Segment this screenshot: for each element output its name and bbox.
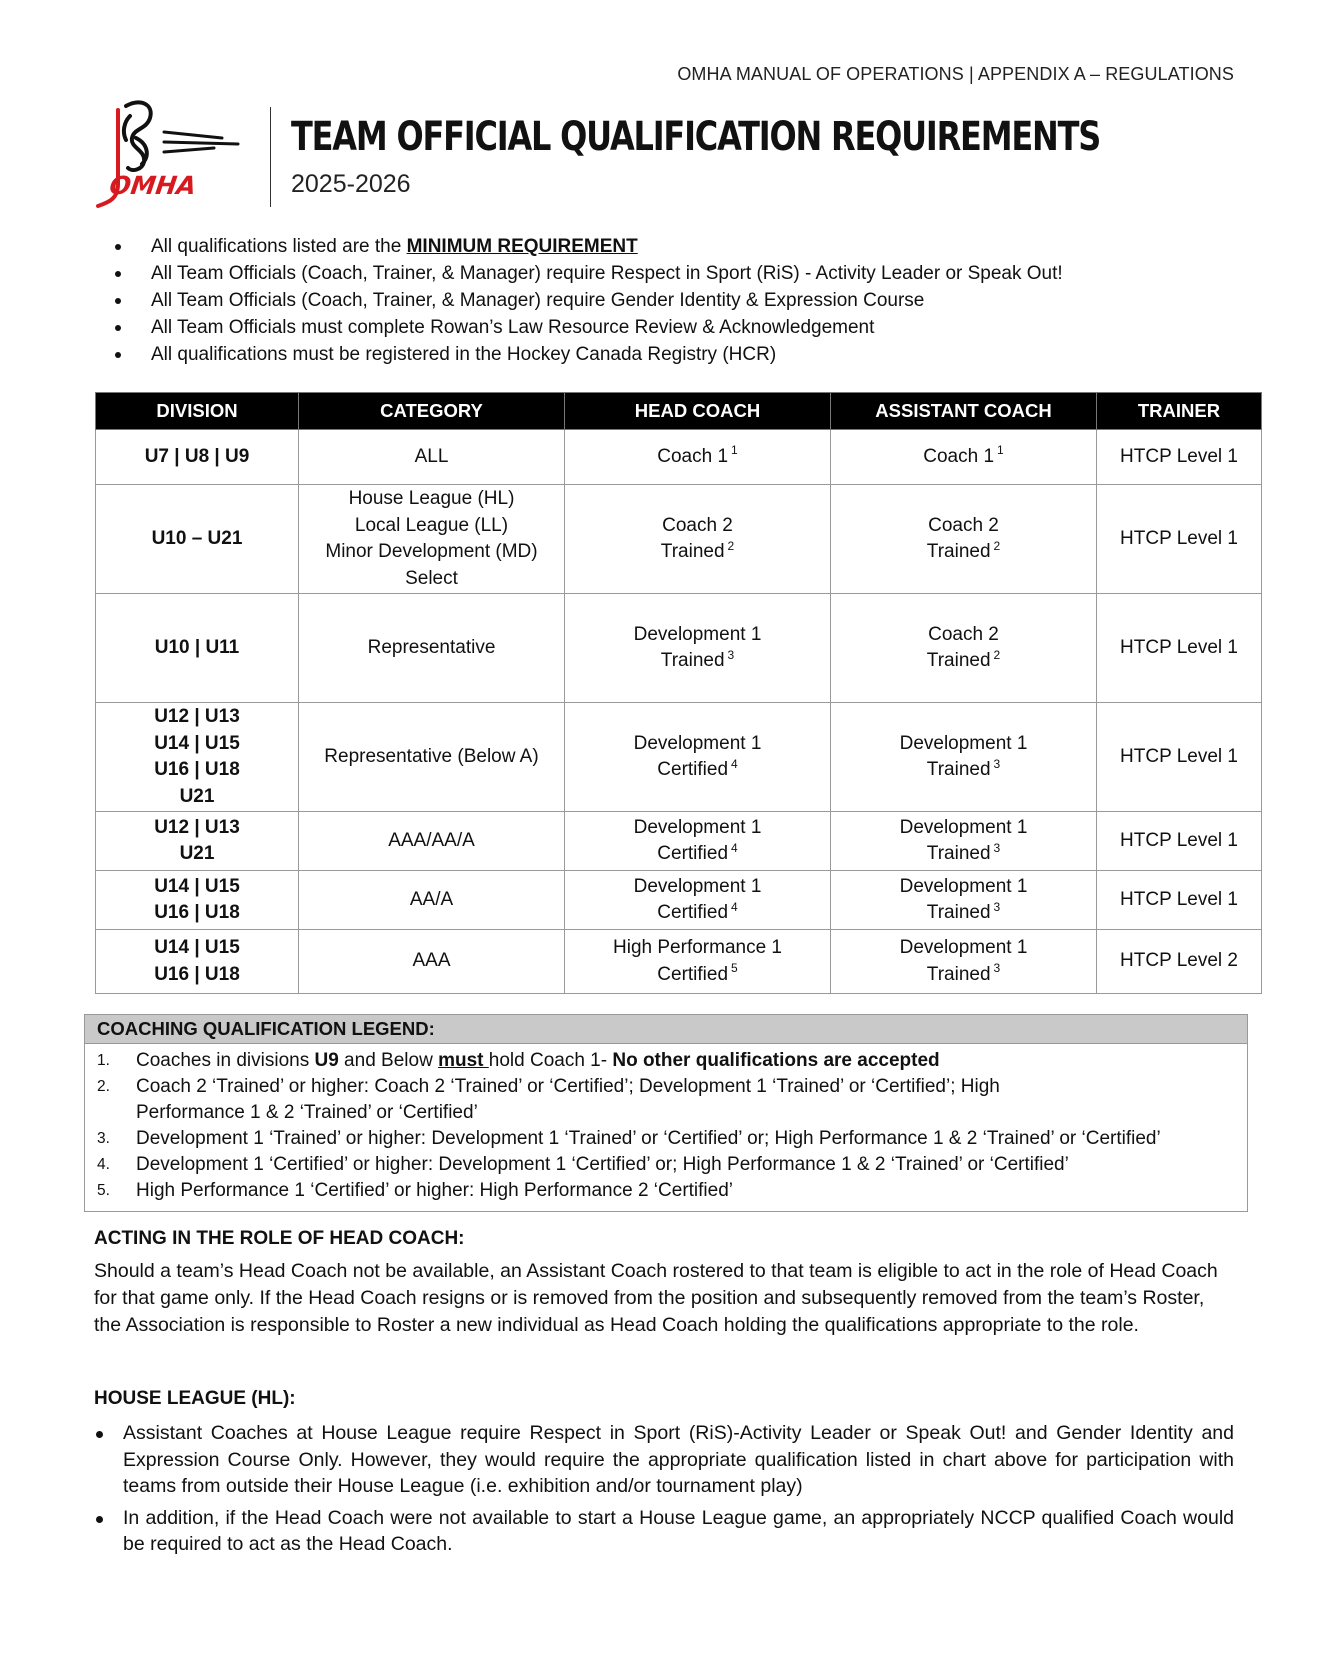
cell-line: HTCP Level 2 [1120, 950, 1238, 972]
coaching-legend [84, 1014, 1248, 1212]
season-label: 2025-2026 [291, 170, 411, 198]
bullet-icon [115, 271, 121, 277]
division-cell [96, 930, 299, 994]
column-header-assistant-coach: ASSISTANT COACH [831, 393, 1097, 430]
division-cell [96, 812, 299, 871]
bullet-icon [115, 244, 121, 250]
cell-line: U14 | U15 [154, 937, 240, 958]
column-header-category: CATEGORY [299, 393, 565, 430]
table-row [96, 930, 1262, 994]
cell-line: AAA/AA/A [388, 829, 475, 851]
assistant-coach-cell [831, 485, 1097, 594]
head-coach-cell [565, 871, 831, 930]
logo-speed-lines [164, 132, 238, 152]
cell-line: Trained [926, 843, 991, 864]
cell-line: Development 1 [633, 816, 762, 838]
requirement-item: All Team Officials must complete Rowan’s Law Resource Review & Acknowledgement [115, 314, 1215, 341]
cell-line: AAA [412, 950, 451, 972]
head-coach-cell [565, 703, 831, 812]
footnote-ref: 2 [993, 647, 1001, 662]
trainer-cell [1097, 594, 1262, 703]
logo-text: OMHA [107, 171, 199, 200]
footnote-ref: 3 [993, 840, 1001, 855]
category-cell [299, 594, 565, 703]
legend-item: 2. Coach 2 ‘Trained’ or higher: Coach 2 ‘Trained’ or ‘Certified’; Development 1 ‘Trained’ or ‘Certified’; High Performance 1 & 2 ‘Trained’ or ‘Certified’ [97, 1076, 1000, 1123]
footnote-ref: 4 [731, 756, 738, 771]
cell-line: U10 | U11 [154, 636, 240, 658]
category-cell [299, 430, 565, 485]
legend-heading: COACHING QUALIFICATION LEGEND: [85, 1015, 1247, 1044]
assistant-coach-cell [831, 930, 1097, 994]
table-row [96, 430, 1262, 485]
bullet-icon [115, 298, 121, 304]
category-cell [299, 871, 565, 930]
category-cell [299, 930, 565, 994]
cell-line: HTCP Level 1 [1120, 445, 1238, 467]
footnote-ref: 3 [727, 647, 735, 662]
cell-line: Minor Development (MD) [325, 541, 538, 562]
cell-line: U12 | U13 [154, 816, 240, 838]
cell-line: Trained [926, 650, 991, 671]
head-coach-cell [565, 485, 831, 594]
footnote-ref: 1 [731, 443, 738, 458]
cell-line: Trained [926, 902, 991, 923]
cell-line: Coach 2 [928, 623, 999, 645]
cell-line: High Performance 1 [613, 937, 782, 958]
category-cell [299, 812, 565, 871]
acting-paragraph: Should a team’s Head Coach not be available, an Assistant Coach rostered to that team is eligible to act in the role of Head Coach for that game only. If the Head Coach resigns or is removed from the position and subsequently removed from the team’s Roster, the Association is responsible to Roster a new individual as Head Coach holding the qualifications appropriate to the role. [94, 1260, 1218, 1336]
cell-line: House League (HL) [348, 488, 515, 509]
cell-line: Coach 2 [662, 514, 733, 536]
table-body [96, 430, 1262, 994]
cell-line: U12 | U13 [154, 706, 240, 727]
cell-line: U14 | U15 [154, 875, 240, 897]
trainer-cell [1097, 871, 1262, 930]
house-league-item: In addition, if the Head Coach were not available to start a House League game, an appropriately NCCP qualified Coach would be required to act as the Head Coach. [94, 1505, 1234, 1558]
cell-line: U16 | U18 [154, 759, 240, 780]
assistant-coach-cell [831, 594, 1097, 703]
cell-line: Trained [926, 541, 991, 562]
division-cell [96, 703, 299, 812]
cell-line: U16 | U18 [154, 963, 240, 985]
trainer-cell [1097, 485, 1262, 594]
cell-line: Certified [657, 963, 729, 985]
cell-line: Development 1 [633, 623, 762, 645]
cell-line: U7 | U8 | U9 [144, 445, 250, 467]
requirement-item: All Team Officials (Coach, Trainer, & Manager) require Respect in Sport (RiS) - Activity Leader or Speak Out! [115, 260, 1215, 287]
cell-line: Development 1 [633, 732, 762, 754]
cell-line: HTCP Level 1 [1120, 636, 1238, 658]
assistant-coach-cell [831, 703, 1097, 812]
cell-line: Local League (LL) [354, 514, 509, 536]
footnote-ref: 3 [993, 961, 1001, 976]
cell-line: HTCP Level 1 [1120, 527, 1238, 549]
bullet-icon [115, 352, 121, 358]
legend-list [85, 1048, 1247, 1204]
trainer-cell [1097, 812, 1262, 871]
trainer-cell [1097, 430, 1262, 485]
cell-line: Coach 1 [923, 445, 995, 467]
head-coach-cell [565, 430, 831, 485]
cell-line: Trained [660, 541, 725, 562]
cell-line: Trained [926, 759, 991, 780]
footnote-ref: 5 [731, 961, 738, 976]
bullet-icon [115, 325, 121, 331]
cell-line: Coach 1 [657, 445, 729, 467]
cell-line: Representative (Below A) [324, 745, 539, 767]
cell-line: Certified [657, 759, 729, 780]
table-row [96, 871, 1262, 930]
cell-line: U21 [179, 843, 215, 864]
table-row [96, 812, 1262, 871]
division-cell [96, 485, 299, 594]
qualification-table [95, 392, 1262, 994]
cell-line: Coach 2 [928, 514, 999, 536]
cell-line: Representative [367, 636, 496, 658]
cell-line: ALL [414, 445, 449, 467]
head-coach-cell [565, 930, 831, 994]
cell-line: U21 [179, 785, 215, 807]
cell-line: HTCP Level 1 [1120, 745, 1238, 767]
division-cell [96, 871, 299, 930]
head-coach-cell [565, 594, 831, 703]
cell-line: Trained [926, 963, 991, 985]
assistant-coach-cell [831, 430, 1097, 485]
cell-line: Select [405, 567, 458, 589]
trainer-cell [1097, 930, 1262, 994]
cell-line: U14 | U15 [154, 732, 240, 754]
table-row [96, 594, 1262, 703]
category-cell [299, 485, 565, 594]
cell-line: AA/A [409, 888, 454, 910]
cell-line: Development 1 [899, 816, 1028, 838]
house-league-list [94, 1420, 1234, 1563]
cell-line: Development 1 [633, 875, 762, 897]
table-row [96, 703, 1262, 812]
requirement-item: All Team Officials (Coach, Trainer, & Manager) require Gender Identity & Expression Course [115, 287, 1215, 314]
running-head: OMHA MANUAL OF OPERATIONS | APPENDIX A – REGULATIONS [677, 64, 1234, 84]
bullet-icon [96, 1431, 103, 1438]
footnote-ref: 4 [731, 899, 738, 914]
column-header-trainer: TRAINER [1097, 393, 1262, 430]
cell-line: Certified [657, 843, 729, 864]
table-row [96, 485, 1262, 594]
footnote-ref: 2 [727, 538, 735, 553]
division-cell [96, 594, 299, 703]
house-league-item: Assistant Coaches at House League require Respect in Sport (RiS)-Activity Leader or Speak Out! and Gender Identity and Expression Course Only. However, they would require the appropriate qualification listed in chart above for participation with teams from outside their House League (i.e. exhibition and/or tournament play) [94, 1420, 1234, 1500]
assistant-coach-cell [831, 871, 1097, 930]
bullet-icon [96, 1516, 103, 1523]
footnote-ref: 1 [997, 443, 1004, 458]
requirements-list [115, 233, 1215, 368]
requirement-item: All qualifications must be registered in the Hockey Canada Registry (HCR) [115, 341, 1215, 368]
cell-line: U10 – U21 [151, 527, 243, 549]
cell-line: Trained [660, 650, 725, 671]
acting-heading: ACTING IN THE ROLE OF HEAD COACH: [94, 1228, 465, 1249]
legend-item: 4. Development 1 ‘Certified’ or higher: Development 1 ‘Certified’ or; High Performance 1 & 2 ‘Trained’ or ‘Certified’ [97, 1154, 1069, 1175]
requirement-item: All qualifications listed are the MINIMUM REQUIREMENT [115, 233, 1215, 260]
footnote-ref: 3 [993, 756, 1001, 771]
cell-line: Development 1 [899, 732, 1028, 754]
cell-line: Development 1 [899, 875, 1028, 897]
legend-item: 1. Coaches in divisions U9 and Below must hold Coach 1- No other qualifications are accepted [97, 1050, 940, 1071]
assistant-coach-cell [831, 812, 1097, 871]
header-divider [270, 107, 271, 207]
footnote-ref: 3 [993, 899, 1001, 914]
cell-line: HTCP Level 1 [1120, 829, 1238, 851]
legend-item: 3. Development 1 ‘Trained’ or higher: Development 1 ‘Trained’ or ‘Certified’ or; High Performance 1 & 2 ‘Trained’ or ‘Certified’ [97, 1128, 1161, 1149]
cell-line: HTCP Level 1 [1120, 888, 1238, 910]
cell-line: U16 | U18 [154, 902, 240, 923]
category-cell [299, 703, 565, 812]
legend-item: 5. High Performance 1 ‘Certified’ or higher: High Performance 2 ‘Certified’ [97, 1180, 733, 1201]
footnote-ref: 2 [993, 538, 1001, 553]
page-title: TEAM OFFICIAL QUALIFICATION REQUIREMENTS [291, 114, 1101, 160]
column-header-head-coach: HEAD COACH [565, 393, 831, 430]
omha-logo [88, 98, 248, 218]
house-league-heading: HOUSE LEAGUE (HL): [94, 1388, 296, 1409]
cell-line: Development 1 [899, 937, 1028, 958]
trainer-cell [1097, 703, 1262, 812]
division-cell [96, 430, 299, 485]
head-coach-cell [565, 812, 831, 871]
footnote-ref: 4 [731, 840, 738, 855]
column-header-division: DIVISION [96, 393, 299, 430]
logo-player [124, 102, 151, 170]
table-header-row [96, 393, 1262, 430]
cell-line: Certified [657, 902, 729, 923]
